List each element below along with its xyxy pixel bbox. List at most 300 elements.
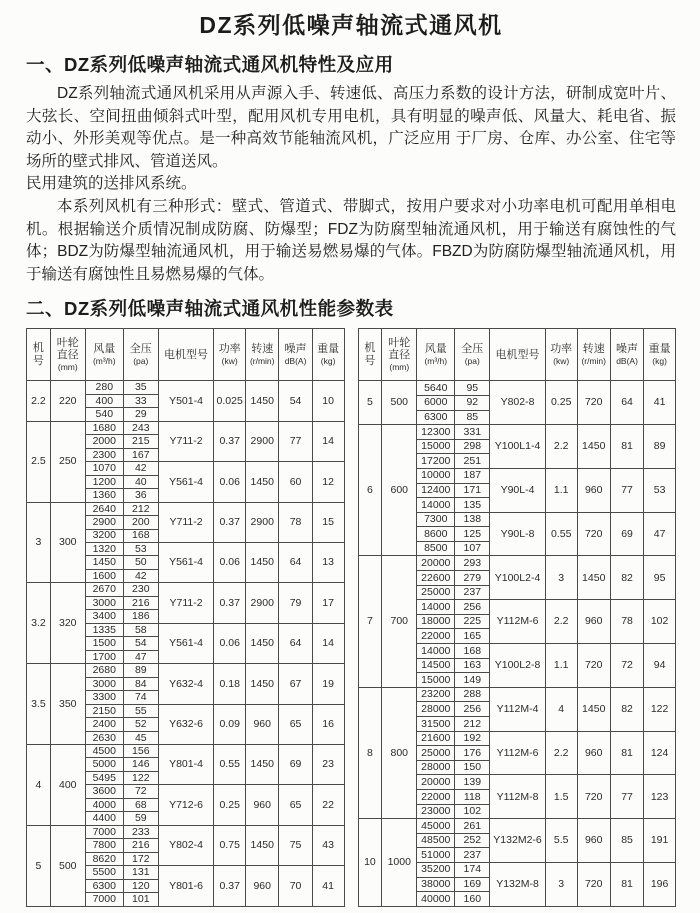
noise-cell: 81	[610, 425, 643, 469]
spec-table-left-body	[27, 381, 345, 906]
motor-model-cell: Y132M2-6	[490, 819, 546, 863]
airflow-cell: 10000	[417, 468, 455, 483]
power-cell: 0.06	[214, 542, 246, 582]
power-cell: 1.1	[545, 468, 577, 512]
model-cell: 3.2	[27, 583, 51, 664]
pressure-cell: 168	[455, 644, 490, 659]
pressure-cell: 54	[123, 637, 158, 650]
diameter-cell: 250	[50, 421, 85, 502]
airflow-cell: 8620	[85, 852, 123, 865]
diameter-cell: 500	[50, 825, 85, 906]
weight-cell: 41	[644, 381, 676, 425]
spec-table-right	[358, 328, 677, 906]
weight-cell: 10	[312, 381, 344, 421]
noise-cell: 64	[279, 542, 312, 582]
noise-cell: 65	[279, 785, 312, 825]
pressure-cell: 40	[123, 475, 158, 488]
pressure-cell: 74	[123, 691, 158, 704]
weight-cell: 95	[644, 556, 676, 600]
airflow-cell: 6000	[417, 395, 455, 410]
section2-heading: 二、DZ系列低噪声轴流式通风机性能参数表	[26, 298, 394, 320]
diameter-cell: 320	[50, 583, 85, 664]
airflow-cell: 25000	[417, 746, 455, 761]
model-cell: 8	[358, 687, 382, 818]
airflow-cell: 20000	[417, 556, 455, 571]
weight-cell: 89	[644, 425, 676, 469]
pressure-cell: 261	[455, 819, 490, 834]
airflow-cell: 14000	[417, 644, 455, 659]
noise-cell: 78	[279, 502, 312, 542]
table-row	[358, 381, 676, 396]
power-cell: 2.2	[545, 600, 577, 644]
pressure-cell: 135	[455, 498, 490, 513]
model-cell: 5	[358, 381, 382, 425]
model-cell: 4	[27, 745, 51, 826]
speed-cell: 2900	[246, 421, 279, 461]
airflow-cell: 48500	[417, 833, 455, 848]
speed-cell: 1450	[246, 623, 279, 663]
pressure-cell: 146	[123, 758, 158, 771]
power-cell: 2.2	[545, 425, 577, 469]
weight-cell: 14	[312, 421, 344, 461]
pressure-cell: 29	[123, 408, 158, 421]
airflow-cell: 2640	[85, 502, 123, 515]
airflow-cell: 3000	[85, 677, 123, 690]
airflow-cell: 1320	[85, 542, 123, 555]
diameter-cell: 600	[382, 425, 417, 556]
pressure-cell: 72	[123, 785, 158, 798]
col-header-model: 机号	[27, 329, 51, 381]
airflow-cell: 45000	[417, 819, 455, 834]
airflow-cell: 22000	[417, 789, 455, 804]
airflow-cell: 12300	[417, 425, 455, 440]
airflow-cell: 15000	[417, 439, 455, 454]
pressure-cell: 186	[123, 610, 158, 623]
pressure-cell: 160	[455, 892, 490, 907]
noise-cell: 72	[610, 644, 643, 688]
pressure-cell: 243	[123, 421, 158, 434]
col-header-power: 功率 (kw)	[214, 329, 246, 381]
airflow-cell: 3600	[85, 785, 123, 798]
weight-cell: 94	[644, 644, 676, 688]
power-cell: 0.55	[545, 512, 577, 556]
pressure-cell: 172	[123, 852, 158, 865]
motor-model-cell: Y711-2	[158, 421, 214, 461]
speed-cell: 2900	[246, 502, 279, 542]
power-cell: 0.25	[545, 381, 577, 425]
speed-cell: 1450	[577, 556, 610, 600]
motor-model-cell: Y561-4	[158, 623, 214, 663]
noise-cell: 70	[279, 866, 312, 907]
section1-paragraph-3: 本系列风机有三种形式：壁式、管道式、带脚式，按用户要求对小功率电机可配用单相电机。根据输送介质情况制成防腐、防爆型；FDZ为防腐型轴流通风机，用于输送有腐蚀性的气体；BDZ为防爆型轴流通风机，用于输送易燃易爆的气体。FBZD为防腐防爆型轴流通风机，用于输送有腐蚀性且易燃易爆的气体。	[26, 197, 676, 283]
airflow-cell: 23000	[417, 804, 455, 819]
speed-cell: 720	[577, 512, 610, 556]
speed-cell: 720	[577, 644, 610, 688]
noise-cell: 85	[610, 819, 643, 863]
pressure-cell: 92	[455, 395, 490, 410]
table-row	[27, 583, 345, 596]
spec-table-left	[26, 328, 345, 906]
pressure-cell: 42	[123, 462, 158, 475]
speed-cell: 2900	[246, 583, 279, 623]
col-header-power: 功率 (kw)	[545, 329, 577, 381]
pressure-cell: 85	[455, 410, 490, 425]
motor-model-cell: Y90L-4	[490, 468, 546, 512]
power-cell: 3	[545, 556, 577, 600]
col-header-motor: 电机型号	[490, 329, 546, 381]
motor-model-cell: Y561-4	[158, 462, 214, 502]
pressure-cell: 68	[123, 798, 158, 811]
col-header-motor: 电机型号	[158, 329, 214, 381]
col-header-diameter: 叶轮直径 (mm)	[50, 329, 85, 381]
table-row	[27, 502, 345, 515]
pressure-cell: 89	[123, 664, 158, 677]
col-header-noise: 噪声 dB(A)	[279, 329, 312, 381]
pressure-cell: 331	[455, 425, 490, 440]
table-row	[27, 825, 345, 838]
weight-cell: 12	[312, 462, 344, 502]
col-header-speed: 转速 (r/min)	[246, 329, 279, 381]
airflow-cell: 17200	[417, 454, 455, 469]
pressure-cell: 169	[455, 877, 490, 892]
section1-heading: 一、DZ系列低噪声轴流式通风机特性及应用	[26, 54, 394, 75]
noise-cell: 64	[610, 381, 643, 425]
table-row	[358, 556, 676, 571]
diameter-cell: 1000	[382, 819, 417, 907]
airflow-cell: 4000	[85, 798, 123, 811]
power-cell: 0.025	[214, 381, 246, 421]
table-row	[358, 819, 676, 834]
airflow-cell: 3200	[85, 529, 123, 542]
pressure-cell: 216	[123, 839, 158, 852]
airflow-cell: 28000	[417, 760, 455, 775]
pressure-cell: 118	[455, 789, 490, 804]
pressure-cell: 36	[123, 489, 158, 502]
noise-cell: 69	[279, 745, 312, 785]
pressure-cell: 138	[455, 512, 490, 527]
airflow-cell: 5640	[417, 381, 455, 396]
col-header-model: 机号	[358, 329, 382, 381]
airflow-cell: 1450	[85, 556, 123, 569]
airflow-cell: 38000	[417, 877, 455, 892]
noise-cell: 77	[610, 468, 643, 512]
pressure-cell: 212	[455, 717, 490, 732]
airflow-cell: 7000	[85, 893, 123, 907]
motor-model-cell: Y132M-8	[490, 862, 546, 906]
airflow-cell: 1680	[85, 421, 123, 434]
diameter-cell: 400	[50, 745, 85, 826]
pressure-cell: 120	[123, 879, 158, 892]
airflow-cell: 4500	[85, 745, 123, 758]
pressure-cell: 230	[123, 583, 158, 596]
pressure-cell: 42	[123, 569, 158, 582]
pressure-cell: 163	[455, 658, 490, 673]
col-header-diameter: 叶轮直径 (mm)	[382, 329, 417, 381]
pressure-cell: 55	[123, 704, 158, 717]
airflow-cell: 280	[85, 381, 123, 394]
noise-cell: 69	[610, 512, 643, 556]
airflow-cell: 1600	[85, 569, 123, 582]
col-header-pressure: 全压 (pa)	[455, 329, 490, 381]
table-row	[358, 687, 676, 702]
airflow-cell: 3000	[85, 596, 123, 609]
pressure-cell: 192	[455, 731, 490, 746]
airflow-cell: 31500	[417, 717, 455, 732]
weight-cell: 191	[644, 819, 676, 863]
power-cell: 1.1	[545, 644, 577, 688]
pressure-cell: 125	[455, 527, 490, 542]
noise-cell: 82	[610, 556, 643, 600]
performance-tables	[26, 328, 676, 906]
airflow-cell: 22000	[417, 629, 455, 644]
noise-cell: 77	[610, 775, 643, 819]
motor-model-cell: Y100L2-8	[490, 644, 546, 688]
model-cell: 3	[27, 502, 51, 583]
col-header-airflow: 风量 (m³/h)	[417, 329, 455, 381]
airflow-cell: 5000	[85, 758, 123, 771]
motor-model-cell: Y632-6	[158, 704, 214, 744]
noise-cell: 64	[279, 623, 312, 663]
pressure-cell: 212	[123, 502, 158, 515]
airflow-cell: 2900	[85, 516, 123, 529]
table-row	[27, 664, 345, 677]
speed-cell: 1450	[246, 542, 279, 582]
noise-cell: 67	[279, 664, 312, 704]
pressure-cell: 150	[455, 760, 490, 775]
airflow-cell: 14500	[417, 658, 455, 673]
weight-cell: 23	[312, 745, 344, 785]
airflow-cell: 21600	[417, 731, 455, 746]
motor-model-cell: Y501-4	[158, 381, 214, 421]
noise-cell: 65	[279, 704, 312, 744]
weight-cell: 123	[644, 775, 676, 819]
speed-cell: 1450	[246, 381, 279, 421]
power-cell: 0.09	[214, 704, 246, 744]
pressure-cell: 176	[455, 746, 490, 761]
weight-cell: 13	[312, 542, 344, 582]
pressure-cell: 279	[455, 571, 490, 586]
pressure-cell: 187	[455, 468, 490, 483]
weight-cell: 102	[644, 600, 676, 644]
pressure-cell: 58	[123, 623, 158, 636]
weight-cell: 41	[312, 866, 344, 907]
diameter-cell: 350	[50, 664, 85, 745]
power-cell: 4	[545, 687, 577, 731]
diameter-cell: 220	[50, 381, 85, 421]
col-header-airflow: 风量 (m³/h)	[85, 329, 123, 381]
weight-cell: 15	[312, 502, 344, 542]
airflow-cell: 4400	[85, 812, 123, 825]
table-row	[358, 425, 676, 440]
pressure-cell: 171	[455, 483, 490, 498]
header-row	[27, 329, 345, 381]
diameter-cell: 500	[382, 381, 417, 425]
noise-cell: 77	[279, 421, 312, 461]
motor-model-cell: Y712-6	[158, 785, 214, 825]
motor-model-cell: Y100L2-4	[490, 556, 546, 600]
pressure-cell: 168	[123, 529, 158, 542]
airflow-cell: 28000	[417, 702, 455, 717]
pressure-cell: 52	[123, 718, 158, 731]
airflow-cell: 14000	[417, 600, 455, 615]
noise-cell: 81	[610, 731, 643, 775]
pressure-cell: 47	[123, 650, 158, 663]
speed-cell: 1450	[577, 425, 610, 469]
speed-cell: 960	[577, 468, 610, 512]
pressure-cell: 251	[455, 454, 490, 469]
pressure-cell: 216	[123, 596, 158, 609]
power-cell: 0.06	[214, 462, 246, 502]
pressure-cell: 45	[123, 731, 158, 744]
airflow-cell: 2630	[85, 731, 123, 744]
noise-cell: 60	[279, 462, 312, 502]
speed-cell: 960	[577, 600, 610, 644]
airflow-cell: 2680	[85, 664, 123, 677]
speed-cell: 960	[246, 866, 279, 907]
pressure-cell: 101	[123, 893, 158, 907]
noise-cell: 79	[279, 583, 312, 623]
col-header-weight: 重量 (kg)	[312, 329, 344, 381]
airflow-cell: 1335	[85, 623, 123, 636]
motor-model-cell: Y112M-6	[490, 600, 546, 644]
airflow-cell: 8500	[417, 541, 455, 556]
weight-cell: 14	[312, 623, 344, 663]
airflow-cell: 540	[85, 408, 123, 421]
airflow-cell: 7300	[417, 512, 455, 527]
airflow-cell: 40000	[417, 892, 455, 907]
weight-cell: 16	[312, 704, 344, 744]
pressure-cell: 33	[123, 394, 158, 407]
pressure-cell: 233	[123, 825, 158, 838]
motor-model-cell: Y711-2	[158, 583, 214, 623]
pressure-cell: 256	[455, 702, 490, 717]
pressure-cell: 59	[123, 812, 158, 825]
airflow-cell: 7800	[85, 839, 123, 852]
noise-cell: 75	[279, 825, 312, 865]
model-cell: 10	[358, 819, 382, 907]
pressure-cell: 215	[123, 435, 158, 448]
col-header-weight: 重量 (kg)	[644, 329, 676, 381]
motor-model-cell: Y801-4	[158, 745, 214, 785]
power-cell: 1.5	[545, 775, 577, 819]
section1-paragraph-2: 民用建筑的送排风系统。	[26, 175, 197, 193]
speed-cell: 1450	[246, 825, 279, 865]
airflow-cell: 18000	[417, 614, 455, 629]
airflow-cell: 6300	[417, 410, 455, 425]
pressure-cell: 237	[455, 848, 490, 863]
pressure-cell: 131	[123, 866, 158, 879]
weight-cell: 17	[312, 583, 344, 623]
pressure-cell: 225	[455, 614, 490, 629]
weight-cell: 53	[644, 468, 676, 512]
pressure-cell: 237	[455, 585, 490, 600]
airflow-cell: 8600	[417, 527, 455, 542]
spec-table-right-header	[358, 329, 676, 381]
speed-cell: 1450	[246, 664, 279, 704]
weight-cell: 124	[644, 731, 676, 775]
motor-model-cell: Y112M-4	[490, 687, 546, 731]
motor-model-cell: Y112M-8	[490, 775, 546, 819]
motor-model-cell: Y801-6	[158, 866, 214, 907]
model-cell: 7	[358, 556, 382, 687]
section1-paragraph-1: DZ系列轴流式通风机采用从声源入手、转速低、高压力系数的设计方法，研制成宽叶片、大弦长、空间扭曲倾斜式叶型，配用风机专用电机，具有明显的噪声低、风量大、耗电省、振动小、外形美观等优点。是一种高效节能轴流风机，广泛应用 于厂房、仓库、办公室、住宅等场所的壁式排风、管道送风。	[26, 85, 676, 170]
noise-cell: 81	[610, 862, 643, 906]
model-cell: 3.5	[27, 664, 51, 745]
motor-model-cell: Y802-8	[490, 381, 546, 425]
pressure-cell: 35	[123, 381, 158, 394]
weight-cell: 43	[312, 825, 344, 865]
model-cell: 6	[358, 425, 382, 556]
table-row	[27, 381, 345, 394]
col-header-pressure: 全压 (pa)	[123, 329, 158, 381]
speed-cell: 1450	[246, 462, 279, 502]
pressure-cell: 256	[455, 600, 490, 615]
model-cell: 2.2	[27, 381, 51, 421]
airflow-cell: 400	[85, 394, 123, 407]
power-cell: 2.2	[545, 731, 577, 775]
airflow-cell: 1360	[85, 489, 123, 502]
pressure-cell: 165	[455, 629, 490, 644]
motor-model-cell: Y112M-6	[490, 731, 546, 775]
airflow-cell: 6300	[85, 879, 123, 892]
noise-cell: 54	[279, 381, 312, 421]
airflow-cell: 2400	[85, 718, 123, 731]
power-cell: 0.55	[214, 745, 246, 785]
pressure-cell: 156	[123, 745, 158, 758]
weight-cell: 19	[312, 664, 344, 704]
pressure-cell: 50	[123, 556, 158, 569]
airflow-cell: 20000	[417, 775, 455, 790]
table-row	[27, 421, 345, 434]
airflow-cell: 12400	[417, 483, 455, 498]
speed-cell: 720	[577, 381, 610, 425]
motor-model-cell: Y632-4	[158, 664, 214, 704]
weight-cell: 122	[644, 687, 676, 731]
speed-cell: 1450	[246, 745, 279, 785]
motor-model-cell: Y90L-8	[490, 512, 546, 556]
model-cell: 2.5	[27, 421, 51, 502]
airflow-cell: 15000	[417, 673, 455, 688]
pressure-cell: 293	[455, 556, 490, 571]
speed-cell: 720	[577, 775, 610, 819]
power-cell: 0.75	[214, 825, 246, 865]
power-cell: 0.18	[214, 664, 246, 704]
motor-model-cell: Y100L1-4	[490, 425, 546, 469]
pressure-cell: 149	[455, 673, 490, 688]
diameter-cell: 300	[50, 502, 85, 583]
speed-cell: 960	[577, 731, 610, 775]
pressure-cell: 122	[123, 771, 158, 784]
motor-model-cell: Y802-4	[158, 825, 214, 865]
speed-cell: 960	[577, 819, 610, 863]
airflow-cell: 1700	[85, 650, 123, 663]
power-cell: 0.37	[214, 421, 246, 461]
pressure-cell: 102	[455, 804, 490, 819]
noise-cell: 78	[610, 600, 643, 644]
pressure-cell: 200	[123, 516, 158, 529]
speed-cell: 960	[246, 785, 279, 825]
speed-cell: 1450	[577, 687, 610, 731]
airflow-cell: 2000	[85, 435, 123, 448]
pressure-cell: 84	[123, 677, 158, 690]
airflow-cell: 1500	[85, 637, 123, 650]
power-cell: 5.5	[545, 819, 577, 863]
header-row	[358, 329, 676, 381]
airflow-cell: 5495	[85, 771, 123, 784]
weight-cell: 47	[644, 512, 676, 556]
diameter-cell: 800	[382, 687, 417, 818]
pressure-cell: 139	[455, 775, 490, 790]
